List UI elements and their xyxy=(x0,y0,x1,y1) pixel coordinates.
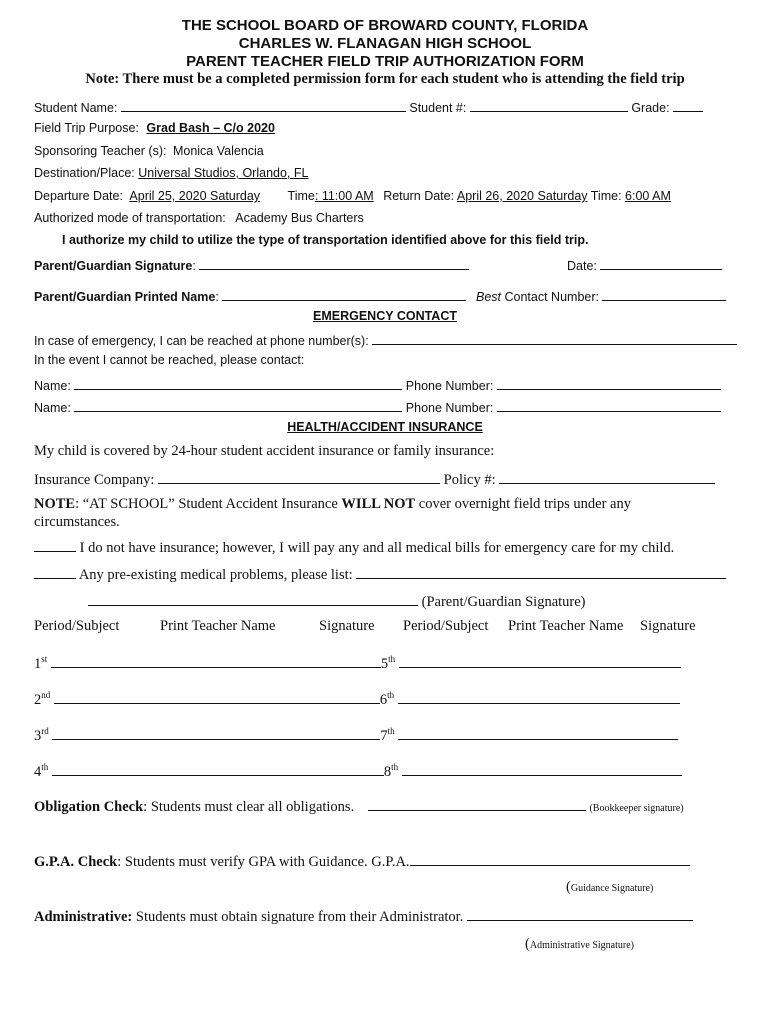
policy-field[interactable] xyxy=(499,470,715,484)
period-5-field[interactable] xyxy=(399,654,681,668)
period-number: 2 xyxy=(34,692,42,708)
parent-signature-2-row xyxy=(88,592,586,611)
period-suffix: nd xyxy=(41,690,51,701)
emergency-title: EMERGENCY CONTACT xyxy=(313,309,457,323)
medical-row xyxy=(34,565,726,584)
parent-signature-2-field[interactable] xyxy=(88,592,418,606)
departure-value: April 25, 2020 Saturday xyxy=(129,189,261,203)
contact-2-phone-field[interactable] xyxy=(497,398,721,412)
col-period-subject-2: Period/Subject xyxy=(403,618,489,634)
return-time-label: Time: xyxy=(590,189,622,203)
parent-signature-label: Parent/Guardian Signature xyxy=(34,259,193,273)
note-text: : “AT SCHOOL” Student Accident Insurance xyxy=(75,496,342,512)
col-signature-2: Signature xyxy=(640,618,696,634)
guidance-paren: ( xyxy=(566,879,571,895)
return-date-value: April 26, 2020 Saturday xyxy=(456,189,588,203)
departure-label: Departure Date: xyxy=(34,189,123,203)
contact-1-name-field[interactable] xyxy=(74,376,402,390)
period-suffix: st xyxy=(41,654,48,665)
student-number-field[interactable] xyxy=(470,98,628,112)
destination-value: Universal Studios, Orlando, FL xyxy=(138,166,309,180)
date-row xyxy=(567,256,722,273)
contact-2-name-label: Name: xyxy=(34,401,71,415)
authorization-statement: I authorize my child to utilize the type of transportation identified above for this field trip. xyxy=(62,233,589,247)
student-name-label: Student Name: xyxy=(34,101,118,115)
period-suffix: th xyxy=(41,762,49,773)
contact-1-row xyxy=(34,376,721,393)
insurance-note-line1 xyxy=(34,496,631,513)
obligation-label: Obligation Check xyxy=(34,799,144,815)
guidance-signature-label xyxy=(566,878,653,896)
col-period-subject-1: Period/Subject xyxy=(34,618,120,634)
contact-field[interactable] xyxy=(602,287,726,301)
period-3-field[interactable] xyxy=(52,726,380,740)
period-2-field[interactable] xyxy=(54,690,380,704)
obligation-row xyxy=(34,797,684,816)
alternate-contact-text: In the event I cannot be reached, please contact: xyxy=(34,353,305,367)
period-number: 4 xyxy=(34,764,42,780)
emergency-phone-row xyxy=(34,331,737,348)
departure-time-value: : 11:00 AM xyxy=(314,189,374,203)
destination-row xyxy=(34,166,308,180)
period-number: 6 xyxy=(379,692,388,708)
purpose-label: Field Trip Purpose: xyxy=(34,121,139,135)
insurance-title: HEALTH/ACCIDENT INSURANCE xyxy=(287,420,483,434)
student-name-field[interactable] xyxy=(121,98,406,112)
form-title: PARENT TEACHER FIELD TRIP AUTHORIZATION FORM xyxy=(186,53,584,70)
contact-1-phone-label: Phone Number: xyxy=(405,379,494,393)
contact-label: Contact Number: xyxy=(504,290,599,304)
gpa-field[interactable] xyxy=(410,852,690,866)
emergency-phone-field[interactable] xyxy=(372,331,737,345)
administrative-signature-label xyxy=(525,935,634,953)
date-label: Date: xyxy=(567,259,597,273)
printed-name-field[interactable] xyxy=(222,287,466,301)
period-8-field[interactable] xyxy=(402,762,682,776)
contact-2-name-field[interactable] xyxy=(74,398,402,412)
medical-check-field[interactable] xyxy=(34,565,76,579)
printed-name-label: Parent/Guardian Printed Name xyxy=(34,290,216,304)
contact-row xyxy=(476,287,726,304)
student-row xyxy=(34,98,703,115)
contact-1-phone-field[interactable] xyxy=(497,376,721,390)
note-bold: WILL NOT xyxy=(341,496,416,512)
period-1-field[interactable] xyxy=(51,654,381,668)
period-row xyxy=(34,690,680,709)
purpose-row xyxy=(34,121,275,135)
insurance-company-label: Insurance Company: xyxy=(34,472,155,488)
form-note: Note: There must be a completed permission form for each student who is attending the field trip xyxy=(85,71,685,87)
emergency-phone-label: In case of emergency, I can be reached at phone number(s): xyxy=(34,334,369,348)
period-suffix: rd xyxy=(41,726,49,737)
form-heading-board: THE SCHOOL BOARD OF BROWARD COUNTY, FLORIDA xyxy=(181,17,589,34)
no-insurance-check-field[interactable] xyxy=(34,538,76,552)
period-number: 1 xyxy=(34,656,42,672)
return-date-label: Return Date: xyxy=(383,189,455,203)
departure-time-label: Time xyxy=(287,189,315,203)
medical-text: Any pre-existing medical problems, please list: xyxy=(78,567,353,583)
period-4-field[interactable] xyxy=(52,762,384,776)
period-6-field[interactable] xyxy=(398,690,680,704)
col-signature-1: Signature xyxy=(319,618,375,634)
col-teacher-name-2: Print Teacher Name xyxy=(508,618,624,634)
period-number: 7 xyxy=(380,728,388,744)
administrative-text: Students must obtain signature from their Administrator. xyxy=(132,909,464,925)
period-number: 3 xyxy=(34,728,42,744)
medical-list-field[interactable] xyxy=(356,565,726,579)
period-row xyxy=(34,654,681,673)
period-number: 8 xyxy=(383,764,392,780)
obligation-text: : Students must clear all obligations. xyxy=(143,799,355,815)
grade-field[interactable] xyxy=(673,98,703,112)
sponsoring-teacher-label: Sponsoring Teacher (s): xyxy=(34,144,167,158)
contact-1-name-label: Name: xyxy=(34,379,71,393)
teacher-row xyxy=(34,144,264,158)
period-suffix: th xyxy=(387,726,395,737)
administrative-row xyxy=(34,907,693,926)
admin-sig-text: Administrative Signature) xyxy=(529,940,634,951)
note-label: NOTE xyxy=(34,496,76,512)
note-text-2: cover overnight field trips under any xyxy=(415,496,631,512)
date-field[interactable] xyxy=(600,256,722,270)
insurance-company-row xyxy=(34,470,715,489)
student-number-label: Student #: xyxy=(409,101,467,115)
guidance-text: Guidance Signature) xyxy=(570,883,654,894)
printed-name-row: Parent/Guardian Printed Name: xyxy=(34,287,466,304)
period-7-field[interactable] xyxy=(398,726,678,740)
administrative-label: Administrative: xyxy=(34,909,133,925)
bookkeeper-label: (Bookkeeper signature) xyxy=(589,803,684,814)
insurance-note-line2: circumstances. xyxy=(34,514,120,530)
contact-2-phone-label: Phone Number: xyxy=(405,401,494,415)
insurance-company-field[interactable] xyxy=(158,470,440,484)
parent-signature-row: Parent/Guardian Signature: xyxy=(34,256,469,273)
no-insurance-text: I do not have insurance; however, I will pay any and all medical bills for emergency care for my child. xyxy=(79,540,675,556)
policy-label: Policy #: xyxy=(443,472,496,488)
purpose-value: Grad Bash – C/o 2020 xyxy=(146,121,275,135)
period-row xyxy=(34,726,678,745)
period-suffix: th xyxy=(391,762,399,773)
parent-signature-2-label: (Parent/Guardian Signature) xyxy=(421,594,586,610)
period-row xyxy=(34,762,682,781)
no-insurance-row xyxy=(34,538,674,557)
sponsoring-teacher-value: Monica Valencia xyxy=(172,144,264,158)
best-label: Best xyxy=(476,290,502,304)
form-heading-school: CHARLES W. FLANAGAN HIGH SCHOOL xyxy=(238,35,532,52)
period-suffix: th xyxy=(388,654,396,665)
gpa-label: G.P.A. Check xyxy=(34,854,118,870)
bookkeeper-signature-field[interactable] xyxy=(368,797,586,811)
administrative-field[interactable] xyxy=(467,907,693,921)
destination-label: Destination/Place: xyxy=(34,166,135,180)
admin-paren: ( xyxy=(525,936,530,952)
transport-value: Academy Bus Charters xyxy=(235,211,364,225)
period-number: 5 xyxy=(380,656,389,672)
col-teacher-name-1: Print Teacher Name xyxy=(160,618,276,634)
transport-label: Authorized mode of transportation: xyxy=(34,211,226,225)
insurance-covered-text: My child is covered by 24-hour student accident insurance or family insurance: xyxy=(34,443,495,459)
gpa-row xyxy=(34,852,690,871)
contact-2-row xyxy=(34,398,721,415)
period-suffix: th xyxy=(387,690,395,701)
return-time-value: 6:00 AM xyxy=(625,189,671,203)
gpa-text: : Students must verify GPA with Guidance. G.P.A. xyxy=(117,854,410,870)
grade-label: Grade: xyxy=(631,101,670,115)
dates-row xyxy=(34,189,671,203)
transport-row xyxy=(34,211,364,225)
parent-signature-field[interactable] xyxy=(199,256,469,270)
